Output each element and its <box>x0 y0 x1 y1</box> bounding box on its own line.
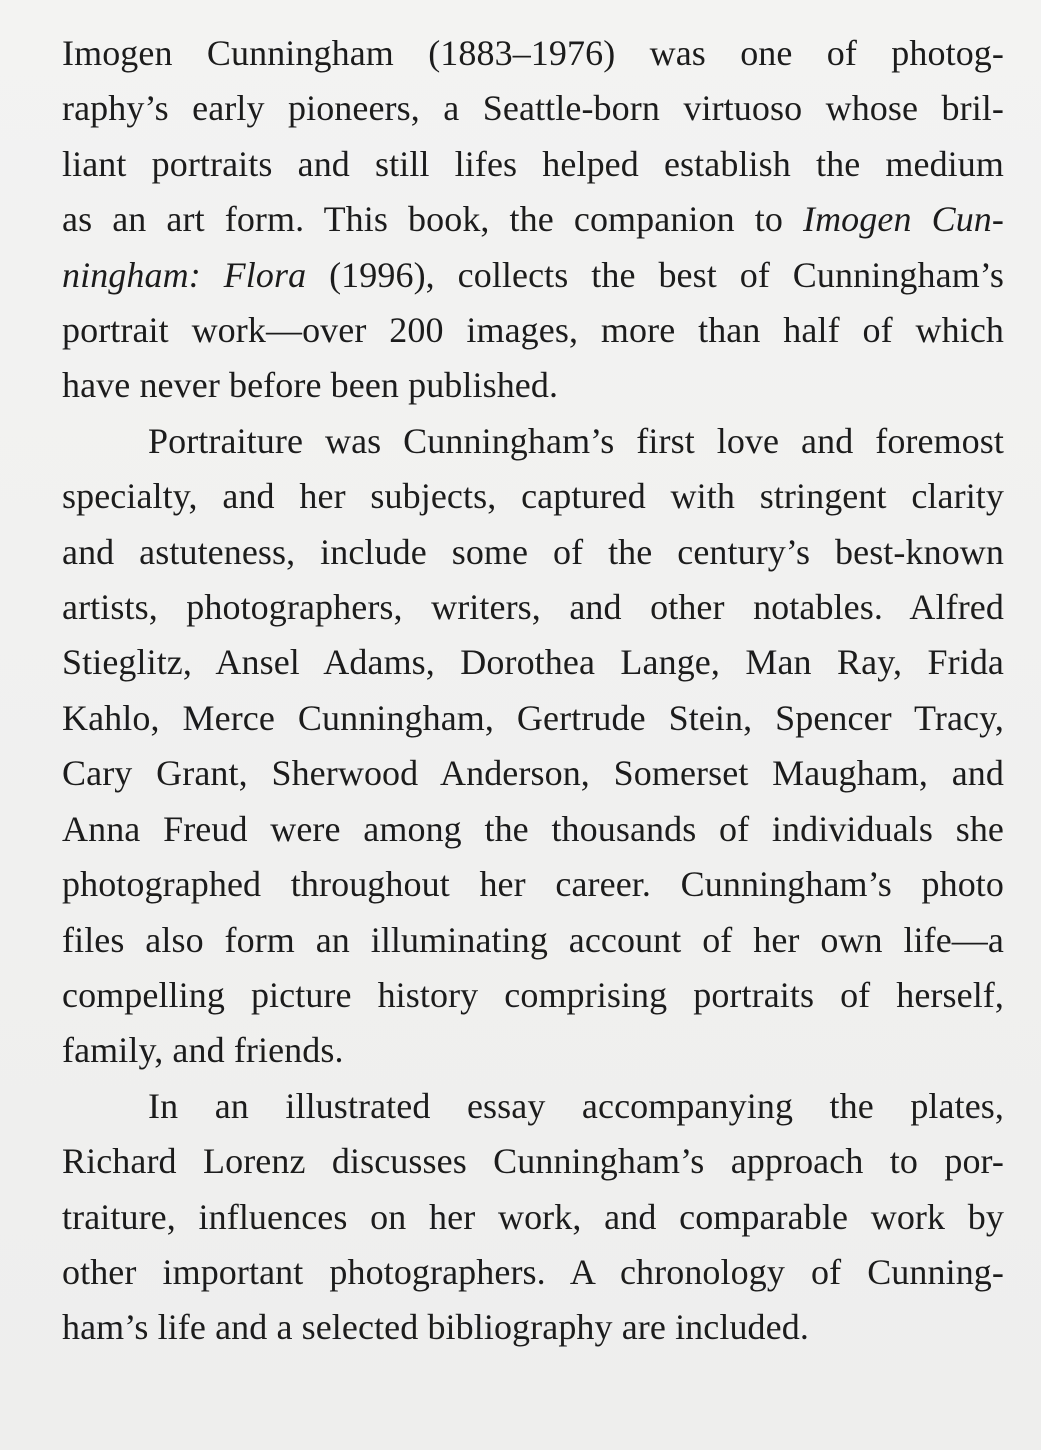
line-text: as an art form. This book, the companion to <box>62 199 803 240</box>
line-text: photographed throughout her career. Cunningham’s photo <box>62 864 1004 905</box>
line-text: (1996), collects the best of Cunningham’s <box>306 254 1004 295</box>
line-text: portrait work—over 200 images, more than half of which <box>62 310 1004 351</box>
italic-title-text: ningham: Flora <box>62 254 307 295</box>
line-text: Kahlo, Merce Cunningham, Gertrude Stein, Spencer Tracy, <box>62 697 1004 738</box>
line-text: Richard Lorenz discusses Cunningham’s approach to por- <box>62 1141 1004 1182</box>
text-line <box>62 580 1004 635</box>
text-line <box>62 635 1004 690</box>
line-text: files also form an illuminating account of her own life—a <box>62 919 1004 960</box>
text-line <box>62 414 1004 469</box>
text-line <box>62 746 1004 801</box>
line-text: In an illustrated essay accompanying the plates, <box>148 1085 1004 1126</box>
line-text: traiture, influences on her work, and comparable work by <box>62 1196 1004 1237</box>
paragraph-3 <box>62 1079 1004 1356</box>
text-line <box>62 248 1004 303</box>
paragraph-2 <box>62 414 1004 1079</box>
text-line <box>62 303 1004 358</box>
text-line <box>62 691 1004 746</box>
line-text: Anna Freud were among the thousands of individuals she <box>62 808 1004 849</box>
line-text: artists, photographers, writers, and other notables. Alfred <box>62 587 1004 628</box>
text-line <box>62 1190 1004 1245</box>
line-text: Stieglitz, Ansel Adams, Dorothea Lange, Man Ray, Frida <box>62 642 1004 683</box>
text-line <box>62 525 1004 580</box>
text-line <box>62 358 1004 413</box>
text-line <box>62 192 1004 247</box>
line-text: Cary Grant, Sherwood Anderson, Somerset Maugham, and <box>62 753 1004 794</box>
text-line <box>62 26 1004 81</box>
line-text: raphy’s early pioneers, a Seattle-born virtuoso whose bril- <box>62 88 1004 129</box>
text-line <box>62 1023 1004 1078</box>
text-line <box>62 857 1004 912</box>
description-text-block <box>62 26 1004 1356</box>
text-line <box>62 81 1004 136</box>
text-line <box>62 1134 1004 1189</box>
line-text: and astuteness, include some of the century’s best-known <box>62 531 1004 572</box>
paragraph-1 <box>62 26 1004 414</box>
line-text: other important photographers. A chronology of Cunning- <box>62 1251 1004 1292</box>
text-line <box>62 1300 1004 1355</box>
italic-title-text: Imogen Cun- <box>803 199 1004 240</box>
line-text: compelling picture history comprising portraits of herself, <box>62 974 1004 1015</box>
line-text: specialty, and her subjects, captured with stringent clarity <box>62 476 1004 517</box>
line-text: ham’s life and a selected bibliography are included. <box>62 1307 809 1348</box>
line-text: liant portraits and still lifes helped establish the medium <box>62 143 1004 184</box>
text-line <box>62 1245 1004 1300</box>
text-line <box>62 913 1004 968</box>
line-text: Portraiture was Cunningham’s first love and foremost <box>148 420 1004 461</box>
text-line <box>62 137 1004 192</box>
line-text: have never before been published. <box>62 365 559 406</box>
line-text: family, and friends. <box>62 1030 344 1071</box>
text-line <box>62 1079 1004 1134</box>
line-text: Imogen Cunningham (1883–1976) was one of photog- <box>62 33 1004 73</box>
text-line <box>62 802 1004 857</box>
text-line <box>62 469 1004 524</box>
text-line <box>62 968 1004 1023</box>
